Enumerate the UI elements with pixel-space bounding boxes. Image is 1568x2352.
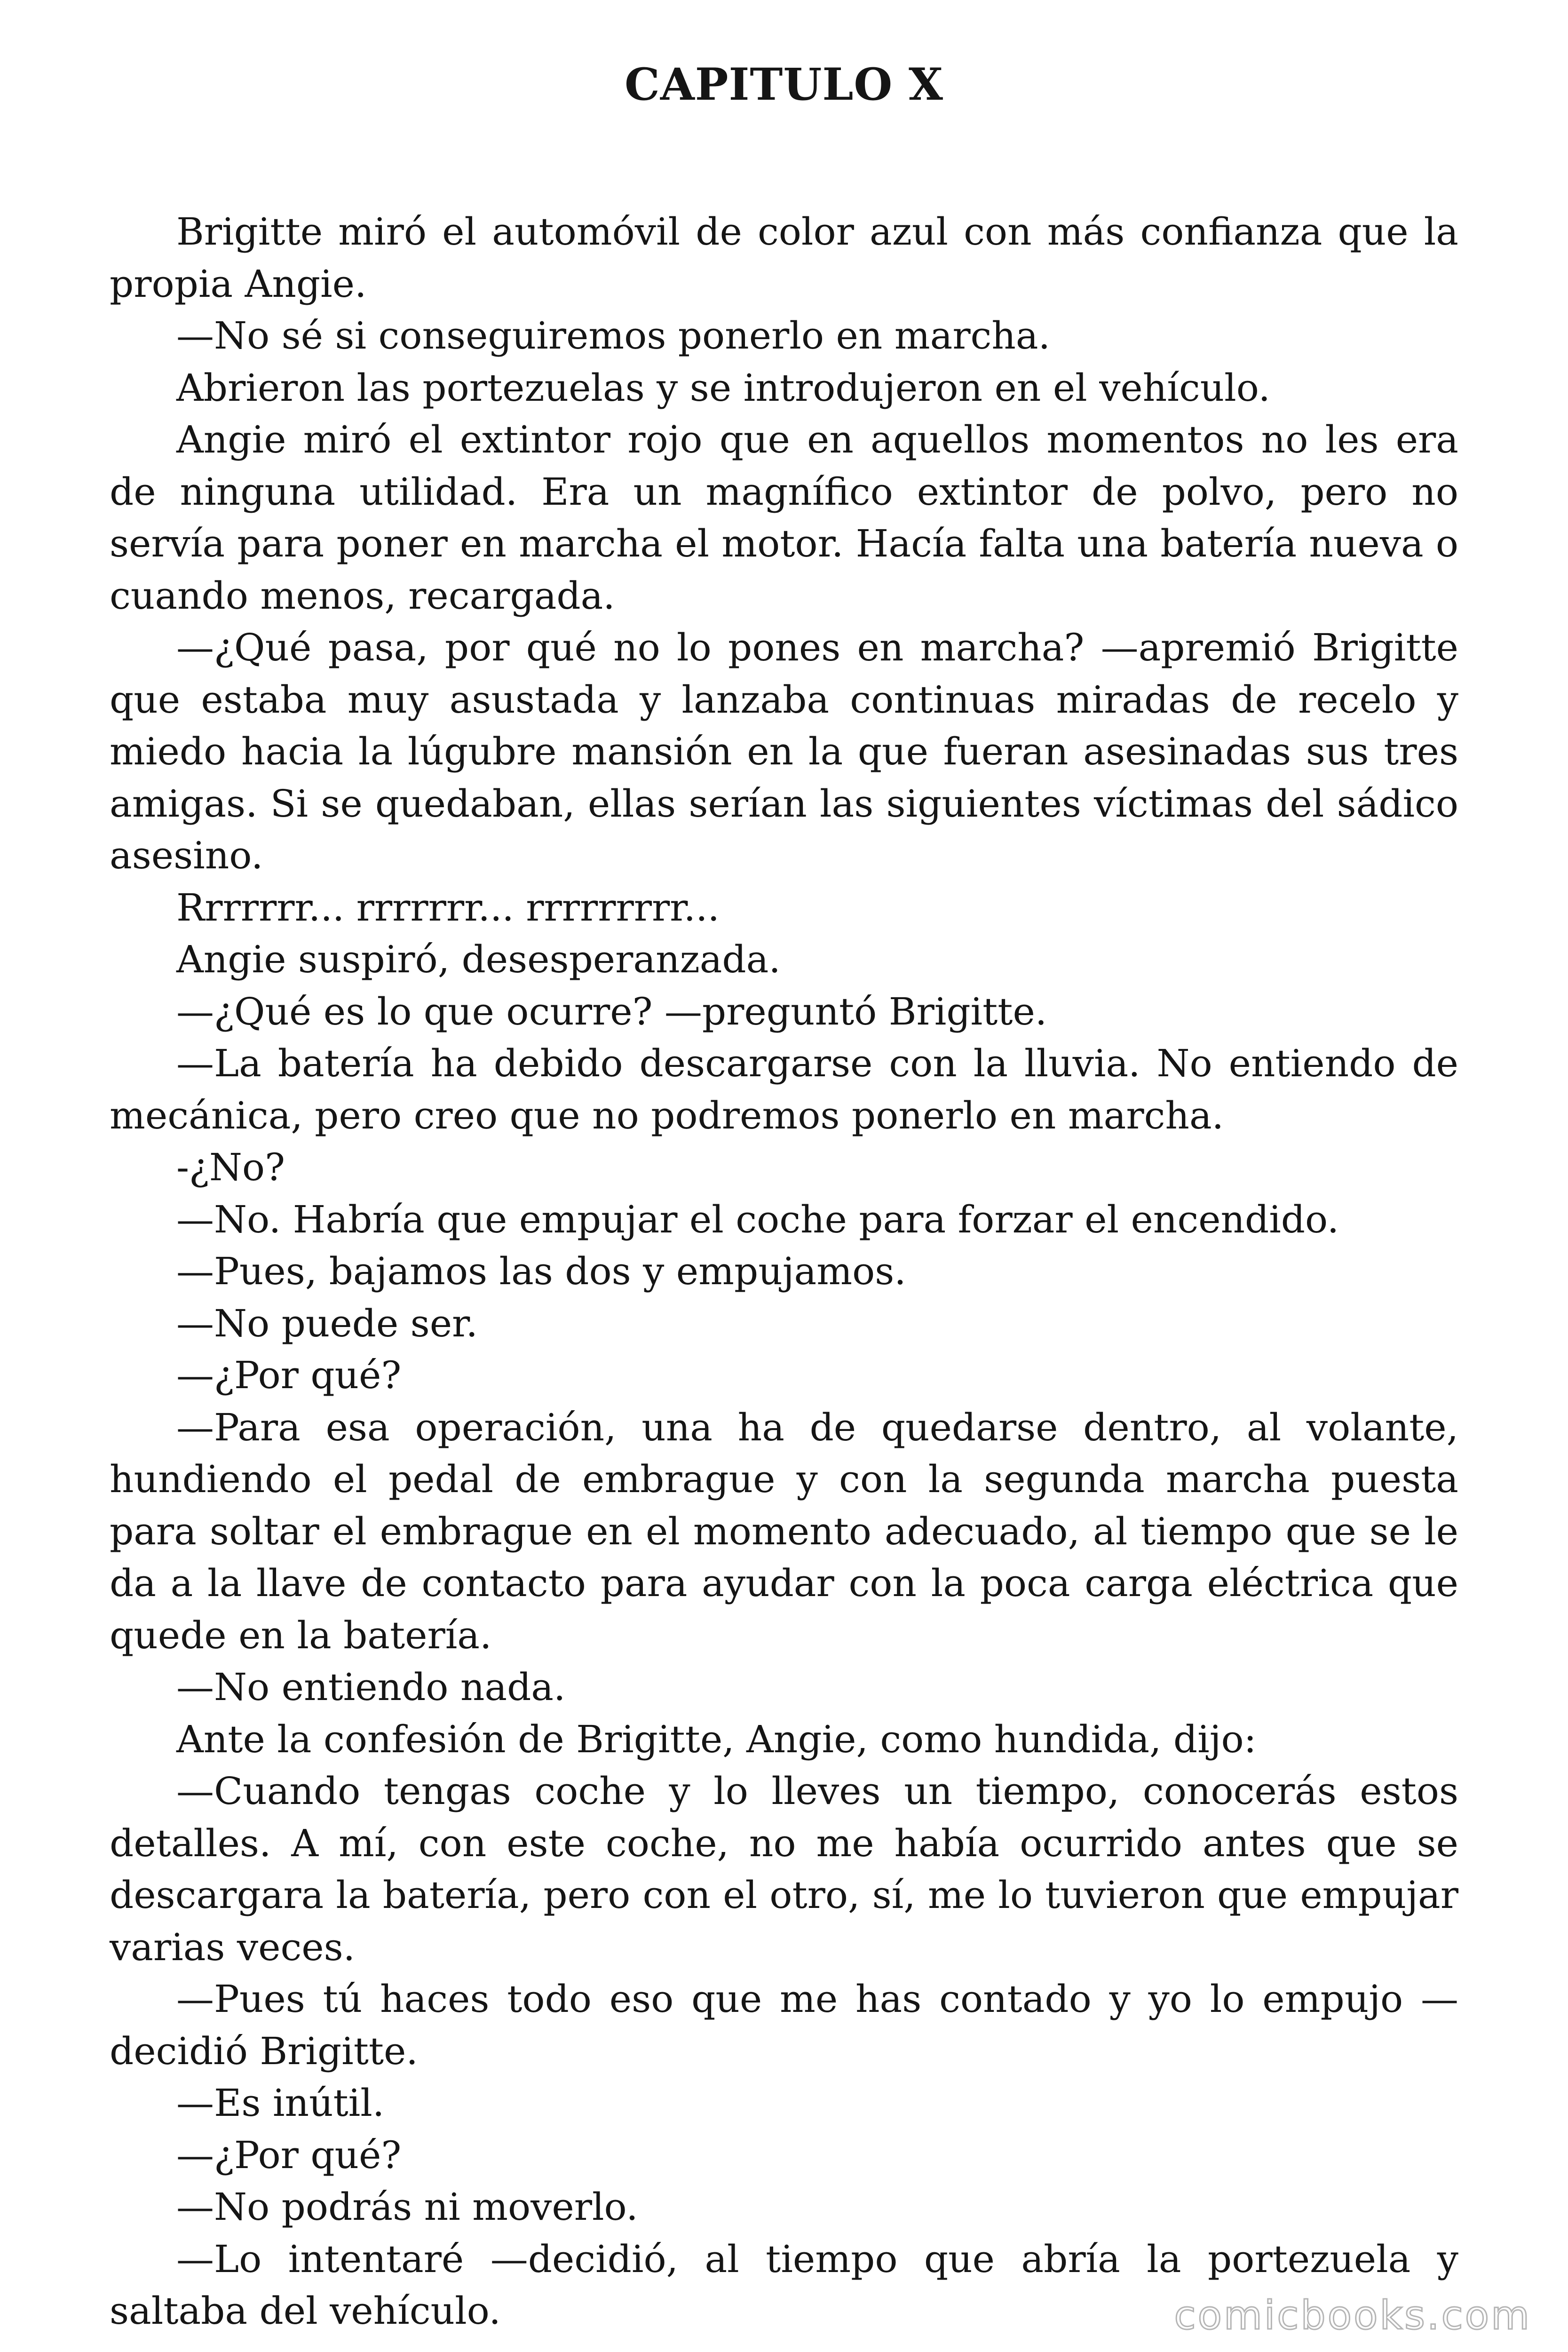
paragraph: Ante la confesión de Brigitte, Angie, como hundida, dijo:: [176, 1717, 1257, 1761]
paragraph: —La batería ha debido descargarse con la lluvia. No entiendo de mecánica, pero creo que no podremos ponerlo en marcha.: [110, 1041, 1458, 1137]
paragraph: —No sé si conseguiremos ponerlo en marcha.: [176, 314, 1051, 358]
chapter-title: CAPITULO X: [625, 59, 943, 111]
chapter-body: [110, 206, 1458, 2337]
paragraph: —No. Habría que empujar el coche para forzar el encendido.: [176, 1197, 1339, 1241]
paragraph: —¿Por qué?: [176, 2133, 402, 2177]
paragraph: —Lo intentaré —decidió, al tiempo que abría la portezuela y saltaba del vehículo.: [110, 2237, 1458, 2333]
paragraph: Angie suspiró, desesperanzada.: [176, 938, 781, 981]
paragraph: —No entiendo nada.: [176, 1665, 566, 1709]
paragraph: —No podrás ni moverlo.: [176, 2185, 638, 2229]
paragraph: —¿Qué pasa, por qué no lo pones en marcha? —apremió Brigitte que estaba muy asustada y lanzaba continuas miradas de recelo y miedo hacia la lúgubre mansión en la que fueran asesinadas sus tres amigas. Si se quedaban, ellas serían las siguientes víctimas del sádico asesino.: [110, 626, 1458, 877]
paragraph: —Para esa operación, una ha de quedarse dentro, al volante, hundiendo el pedal de embrague y con la segunda marcha puesta para soltar el embrague en el momento adecuado, al tiempo que se le da a la llave de contacto para ayudar con la poca carga eléctrica que quede en la batería.: [110, 1405, 1458, 1657]
paragraph: —No puede ser.: [176, 1301, 478, 1345]
paragraph: —Pues, bajamos las dos y empujamos.: [176, 1249, 906, 1293]
paragraph: Abrieron las portezuelas y se introdujeron en el vehículo.: [176, 366, 1270, 410]
paragraph: —Es inútil.: [176, 2081, 385, 2125]
paragraph: —Cuando tengas coche y lo lleves un tiempo, conocerás estos detalles. A mí, con este coche, no me había ocurrido antes que se descargara la batería, pero con el otro, sí, me lo tuvieron que empujar varias veces.: [110, 1769, 1458, 1969]
paragraph: —¿Qué es lo que ocurre? —preguntó Brigitte.: [176, 989, 1047, 1033]
paragraph: Angie miró el extintor rojo que en aquellos momentos no les era de ninguna utilidad. Era un magnífico extintor de polvo, pero no servía para poner en marcha el motor. Hacía falta una batería nueva o cuando menos, recargada.: [110, 418, 1458, 618]
watermark: comicbooks.com: [1174, 2292, 1531, 2338]
paragraph: —¿Por qué?: [176, 1353, 402, 1397]
paragraph: -¿No?: [176, 1145, 285, 1189]
paragraph: Brigitte miró el automóvil de color azul con más confianza que la propia Angie.: [110, 210, 1458, 306]
paragraph: Rrrrrrr... rrrrrrr... rrrrrrrrr...: [176, 885, 720, 930]
paragraph: —Pues tú haces todo eso que me has contado y yo lo empujo — decidió Brigitte.: [110, 1977, 1458, 2073]
